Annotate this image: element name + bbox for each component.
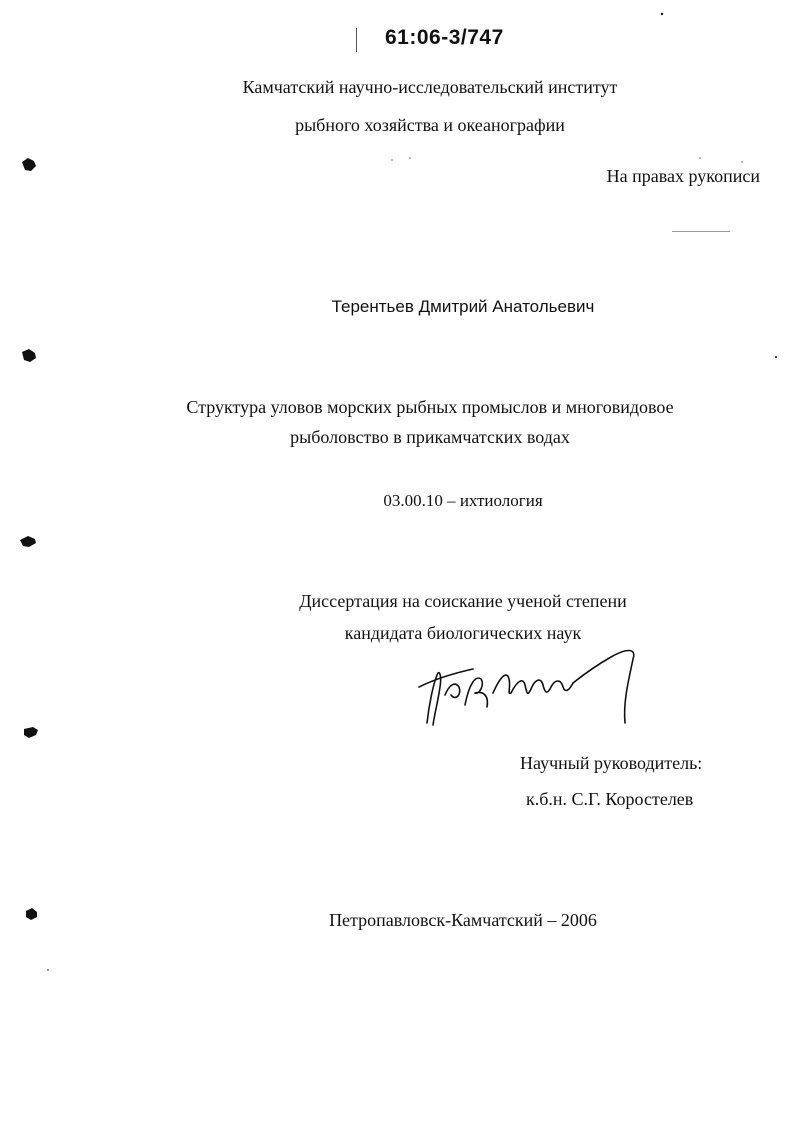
punch-hole-mark <box>22 349 36 362</box>
supervisor-name: к.б.н. С.Г. Коростелев <box>526 789 694 809</box>
degree-line-2: кандидата биологических наук <box>344 623 582 643</box>
supervisor-label: Научный руководитель: <box>520 753 703 773</box>
author-signature <box>415 635 645 740</box>
manuscript-rights: На правах рукописи <box>606 166 760 186</box>
dissertation-title <box>0 392 794 452</box>
degree-line-1: Диссертация на соискание ученой степени <box>299 591 627 611</box>
punch-hole-mark <box>22 158 36 171</box>
title-line-2: рыболовство в прикамчатских водах <box>290 427 570 447</box>
institute-line-1: Камчатский научно-исследовательский институт <box>242 77 618 97</box>
degree-statement <box>0 585 794 649</box>
institute-name <box>0 68 794 144</box>
punch-hole-mark <box>24 727 38 738</box>
institute-line-2: рыбного хозяйства и океанографии <box>295 115 565 135</box>
author-name: Терентьев Дмитрий Анатольевич <box>331 297 595 316</box>
archive-code: 61:06-3/747 <box>385 26 504 49</box>
specialty-code: 03.00.10 – ихтиология <box>383 491 543 510</box>
title-line-1: Структура уловов морских рыбных промыслов и многовидовое <box>186 397 674 417</box>
city-year: Петропавловск-Камчатский – 2006 <box>329 910 597 930</box>
scientific-supervisor <box>520 745 702 817</box>
punch-hole-mark <box>20 536 36 547</box>
archive-divider <box>356 28 357 52</box>
